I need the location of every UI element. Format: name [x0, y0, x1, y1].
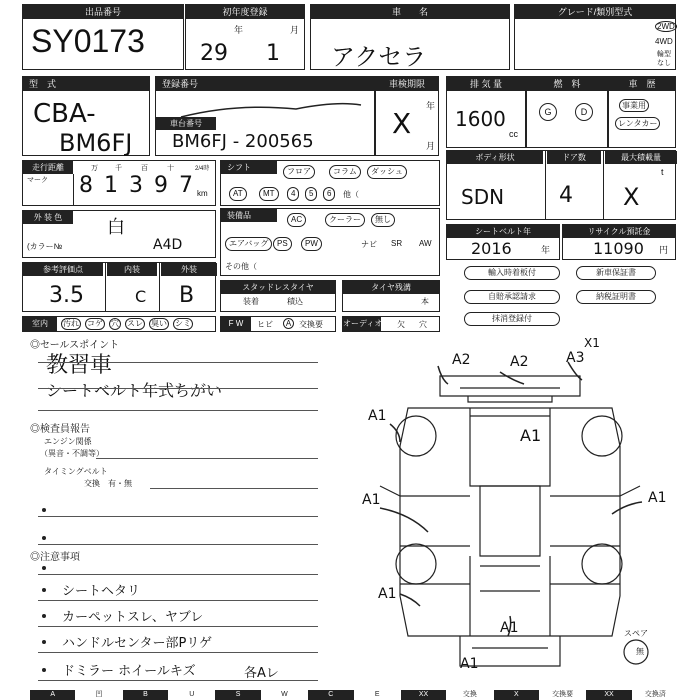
- history-business: 事業用: [619, 99, 649, 112]
- unit-ju: 十: [167, 165, 174, 172]
- legend-item: C: [308, 690, 353, 700]
- caution-rule: [38, 652, 318, 653]
- drive-2wd: 2WD: [657, 22, 675, 31]
- body-box: [446, 150, 676, 220]
- body-divider-2: [603, 151, 604, 219]
- inspection-mark: X: [392, 107, 412, 140]
- interior-condition-item: 汚れ: [63, 319, 79, 328]
- note-rule-2: [38, 388, 318, 389]
- chassis-value: BM6FJ - 200565: [172, 131, 314, 152]
- exterior-color-label: 外 装 色: [23, 211, 73, 224]
- interior-condition-item: シミ: [175, 319, 191, 328]
- tire-box: [342, 280, 440, 312]
- mark-top-right: X1: [584, 336, 600, 350]
- displacement-value: 1600: [455, 107, 506, 131]
- drive-4wd: 4WD: [655, 37, 673, 46]
- equip-cooler: クーラー: [325, 213, 365, 227]
- grade-box: [514, 4, 676, 70]
- caution-bullet: [42, 588, 46, 592]
- exterior-eval-label: 外装: [161, 263, 217, 276]
- fuel-box: [526, 76, 608, 148]
- caution-bullet: [42, 640, 46, 644]
- mark-hood: A1: [520, 426, 542, 445]
- caution-rule: [38, 600, 318, 601]
- legend-item: S: [215, 690, 260, 700]
- history-rental: レンタカー: [615, 117, 660, 130]
- caution-label: ◎注意事項: [30, 552, 80, 563]
- model-value-line1: CBA-: [33, 99, 96, 129]
- mileage-divider: [73, 174, 74, 205]
- audio-missing: 欠: [397, 320, 405, 329]
- mark-rear: A1: [500, 620, 519, 636]
- equip-aw: AW: [419, 239, 432, 248]
- bullet-1: [42, 508, 46, 512]
- legend-item: 凹: [76, 690, 121, 700]
- notes-line1: 教習車: [46, 353, 113, 378]
- exterior-color-value: 白: [107, 217, 125, 238]
- note-rule-3: [38, 410, 318, 411]
- doc-new-warranty: 新車保証書: [576, 266, 656, 280]
- mark-front-left: A2: [452, 352, 471, 368]
- chassis-label: 車台番号: [156, 117, 216, 130]
- bullet-3: [42, 566, 46, 570]
- interior-condition-box: [22, 316, 216, 332]
- registration-label: 登録番号: [156, 77, 374, 91]
- bullet-rule-1: [38, 516, 318, 517]
- model-label: 型 式: [23, 77, 149, 91]
- bullet-rule-2: [38, 544, 318, 545]
- eval-divider-1: [105, 263, 106, 311]
- first-registration-month: 1: [266, 41, 280, 66]
- doc-self-approval: 自賠承認請求: [464, 290, 560, 304]
- caution-item: 各Aレ: [244, 666, 279, 681]
- recycle-value: 11090: [593, 239, 644, 258]
- seatbelt-year-unit: 年: [541, 245, 551, 255]
- shift-5: 5: [305, 187, 317, 201]
- evaluation-value: 3.5: [49, 283, 84, 308]
- mileage-digit: 8: [79, 173, 93, 198]
- window-box: [220, 316, 336, 332]
- shift-at: AT: [229, 187, 247, 201]
- note-rule-1: [38, 362, 318, 363]
- notes-line2: シートベルト年式ちがい: [46, 381, 223, 400]
- shift-floor: フロア: [283, 165, 315, 179]
- mark-rear-left: A1: [378, 586, 397, 602]
- audio-hole: 穴: [419, 320, 427, 329]
- timing-rule: [150, 488, 318, 489]
- legend-item: U: [169, 690, 214, 700]
- legend-item: X: [494, 690, 539, 700]
- recycle-box: [562, 224, 676, 260]
- stud-loaded: 積込: [287, 297, 303, 306]
- body-label: ボディ形状: [447, 151, 543, 164]
- fuel-d: D: [575, 103, 593, 121]
- fuel-g: G: [539, 103, 557, 121]
- interior-condition-items: [61, 318, 215, 330]
- doc-cancel: 抹消登録付: [464, 312, 560, 326]
- first-registration-box: [185, 4, 305, 70]
- car-name-box: [310, 4, 510, 70]
- inspection-year-unit: 年: [426, 101, 436, 111]
- inspector-label: ◎検査員報告: [30, 424, 90, 435]
- bullet-2: [42, 536, 46, 540]
- shift-box: [220, 160, 440, 206]
- evaluation-box: [22, 262, 216, 312]
- stud-label: スタッドレスタイヤ: [221, 281, 335, 294]
- legend-item: XX: [586, 690, 631, 700]
- mark-fender-left: A1: [368, 408, 387, 424]
- equipment-box: [220, 208, 440, 276]
- interior-eval-label: 内装: [107, 263, 157, 276]
- model-box: [22, 76, 150, 156]
- mark-bottom: A1: [460, 656, 479, 672]
- displacement-label: 排 気 量: [447, 77, 525, 91]
- recycle-yen: 円: [659, 245, 669, 255]
- caution-item: ハンドルセンター部Pリゲ: [62, 636, 213, 651]
- shift-other: 他（: [343, 190, 359, 199]
- wheel-none: なし: [657, 60, 671, 67]
- inspection-month-unit: 月: [426, 141, 436, 151]
- displacement-box: [446, 76, 526, 148]
- fuel-label: 燃 料: [527, 77, 607, 91]
- doc-import-plate: 輸入時着板付: [464, 266, 560, 280]
- equip-none: 無し: [371, 213, 395, 227]
- equipment-label: 装備品: [221, 209, 277, 222]
- spare-value: 無: [636, 647, 644, 656]
- lot-number-value: SY0173: [31, 23, 145, 59]
- first-registration-year: 29: [200, 41, 228, 66]
- interior-condition-item: コゲ: [87, 319, 103, 328]
- mileage-digit: 1: [104, 173, 118, 198]
- color-no-value: A4D: [153, 237, 183, 253]
- interior-condition-label: 室内: [23, 317, 57, 331]
- capacity-mark: X: [623, 183, 640, 211]
- car-history-label: 車 歴: [609, 77, 675, 91]
- doc-tax-cert: 納税証明書: [576, 290, 656, 304]
- legend-item: B: [123, 690, 168, 700]
- stud-box: [220, 280, 336, 312]
- lot-number-label: 出品番号: [23, 5, 183, 19]
- tire-unit: 本: [421, 297, 429, 306]
- seatbelt-box: [446, 224, 560, 260]
- caution-item: カーペットスレ、ヤブレ: [62, 610, 204, 625]
- color-no-label: (カラー№: [27, 242, 63, 251]
- legend-item: A: [30, 690, 75, 700]
- doors-value: 4: [559, 183, 573, 208]
- spare-label: スペア: [624, 629, 648, 638]
- grade-label: グレード/類別型式: [515, 5, 675, 19]
- interior-condition-item: 穴: [111, 319, 119, 328]
- mileage-mark-label: マーク: [27, 177, 48, 184]
- bullet-rule-3: [38, 574, 318, 575]
- equip-pw: PW: [301, 237, 322, 251]
- shift-4: 4: [287, 187, 299, 201]
- body-value: SDN: [461, 185, 505, 209]
- caution-bullet: [42, 614, 46, 618]
- window-label: F W: [221, 317, 251, 331]
- car-history-box: [608, 76, 676, 148]
- exterior-eval-value: B: [179, 283, 195, 308]
- shift-6: 6: [323, 187, 335, 201]
- interior-eval-value: C: [135, 287, 147, 306]
- mileage-label: 走行距離: [23, 161, 73, 174]
- unit-km: km: [197, 189, 208, 198]
- first-registration-label: 初年度登録: [186, 5, 304, 19]
- exterior-color-box: [22, 210, 216, 258]
- legend-item: W: [262, 690, 307, 700]
- window-exchange: 交換要: [299, 320, 323, 329]
- seatbelt-year-value: 2016: [471, 239, 512, 258]
- seatbelt-label: シートベルト年: [447, 225, 559, 238]
- audio-label: オーディオ: [343, 317, 381, 331]
- inspection-label: 車検期限: [376, 77, 438, 91]
- eval-divider-2: [159, 263, 160, 311]
- shift-label: シフト: [221, 161, 277, 174]
- mark-front-right: A3: [566, 350, 585, 366]
- shift-dash: ダッシュ: [367, 165, 407, 179]
- mark-front-center: A2: [510, 354, 529, 370]
- mileage-digit: 9: [154, 173, 168, 198]
- mileage-box: [22, 160, 216, 206]
- mark-door-right: A1: [648, 490, 667, 506]
- body-divider-1: [545, 151, 546, 219]
- engine-sub: （異音・不調等）: [40, 449, 104, 458]
- model-value-line2: BM6FJ: [59, 129, 133, 157]
- year-unit: 年: [234, 25, 244, 35]
- timing-sub: 交換 有・無: [84, 479, 132, 488]
- legend-item: 交換要: [540, 690, 585, 700]
- engine-rule: [96, 458, 318, 459]
- capacity-unit: t: [661, 167, 664, 177]
- car-name-label: 車 名: [311, 5, 509, 19]
- window-crack: ヒビ: [257, 320, 273, 329]
- mileage-digit: 3: [129, 173, 143, 198]
- shift-column: コラム: [329, 165, 361, 179]
- equip-ac: AC: [287, 213, 306, 227]
- legend-item: XX: [401, 690, 446, 700]
- mileage-digits: [79, 173, 199, 203]
- wheel-type: 輪型: [657, 51, 671, 58]
- unit-sen: 千: [115, 165, 122, 172]
- inspection-box: [375, 76, 439, 156]
- doors-label: ドア数: [547, 151, 601, 164]
- displacement-unit: cc: [509, 129, 518, 139]
- lot-number-box: [22, 4, 184, 70]
- documents-box: [446, 262, 676, 330]
- equip-sr: SR: [391, 239, 403, 248]
- caution-item: シートヘタリ: [62, 584, 141, 599]
- month-unit: 月: [290, 25, 300, 35]
- registration-box: [155, 76, 375, 156]
- legend-strip: [30, 690, 678, 700]
- equip-airbag: エアバッグ: [225, 237, 272, 251]
- shift-mt: MT: [259, 187, 279, 201]
- equip-navi: ナビ: [361, 240, 377, 249]
- legend-item: E: [355, 690, 400, 700]
- caution-bullet: [42, 668, 46, 672]
- equip-other: その他（: [225, 262, 257, 271]
- mileage-note: 2/4時: [195, 166, 210, 172]
- unit-man: 万: [91, 165, 98, 172]
- mark-door-left: A1: [362, 492, 381, 508]
- tire-label: タイヤ残溝: [343, 281, 439, 294]
- mileage-digit: 7: [179, 173, 193, 198]
- interior-condition-item: スレ: [127, 319, 143, 328]
- interior-condition-item: 臭い: [151, 319, 167, 328]
- caution-item: ドミラー ホイールキズ: [62, 664, 196, 679]
- legend-item: 交換済: [633, 690, 678, 700]
- recycle-label: リサイクル預託金: [563, 225, 675, 238]
- timing-label: タイミングベルト: [44, 467, 108, 476]
- legend-item: 交換: [447, 690, 492, 700]
- evaluation-label: 参考評価点: [23, 263, 103, 276]
- window-a: A: [283, 318, 294, 329]
- unit-hyaku: 百: [141, 165, 148, 172]
- audio-box: [342, 316, 440, 332]
- equip-ps: PS: [273, 237, 292, 251]
- engine-label: エンジン関係: [44, 437, 92, 446]
- stud-mounted: 装着: [243, 297, 259, 306]
- caution-rule: [38, 626, 318, 627]
- notes-label: ◎セールスポイント: [30, 340, 120, 351]
- car-name-value: アクセラ: [331, 43, 427, 71]
- capacity-label: 最大積載量: [605, 151, 677, 164]
